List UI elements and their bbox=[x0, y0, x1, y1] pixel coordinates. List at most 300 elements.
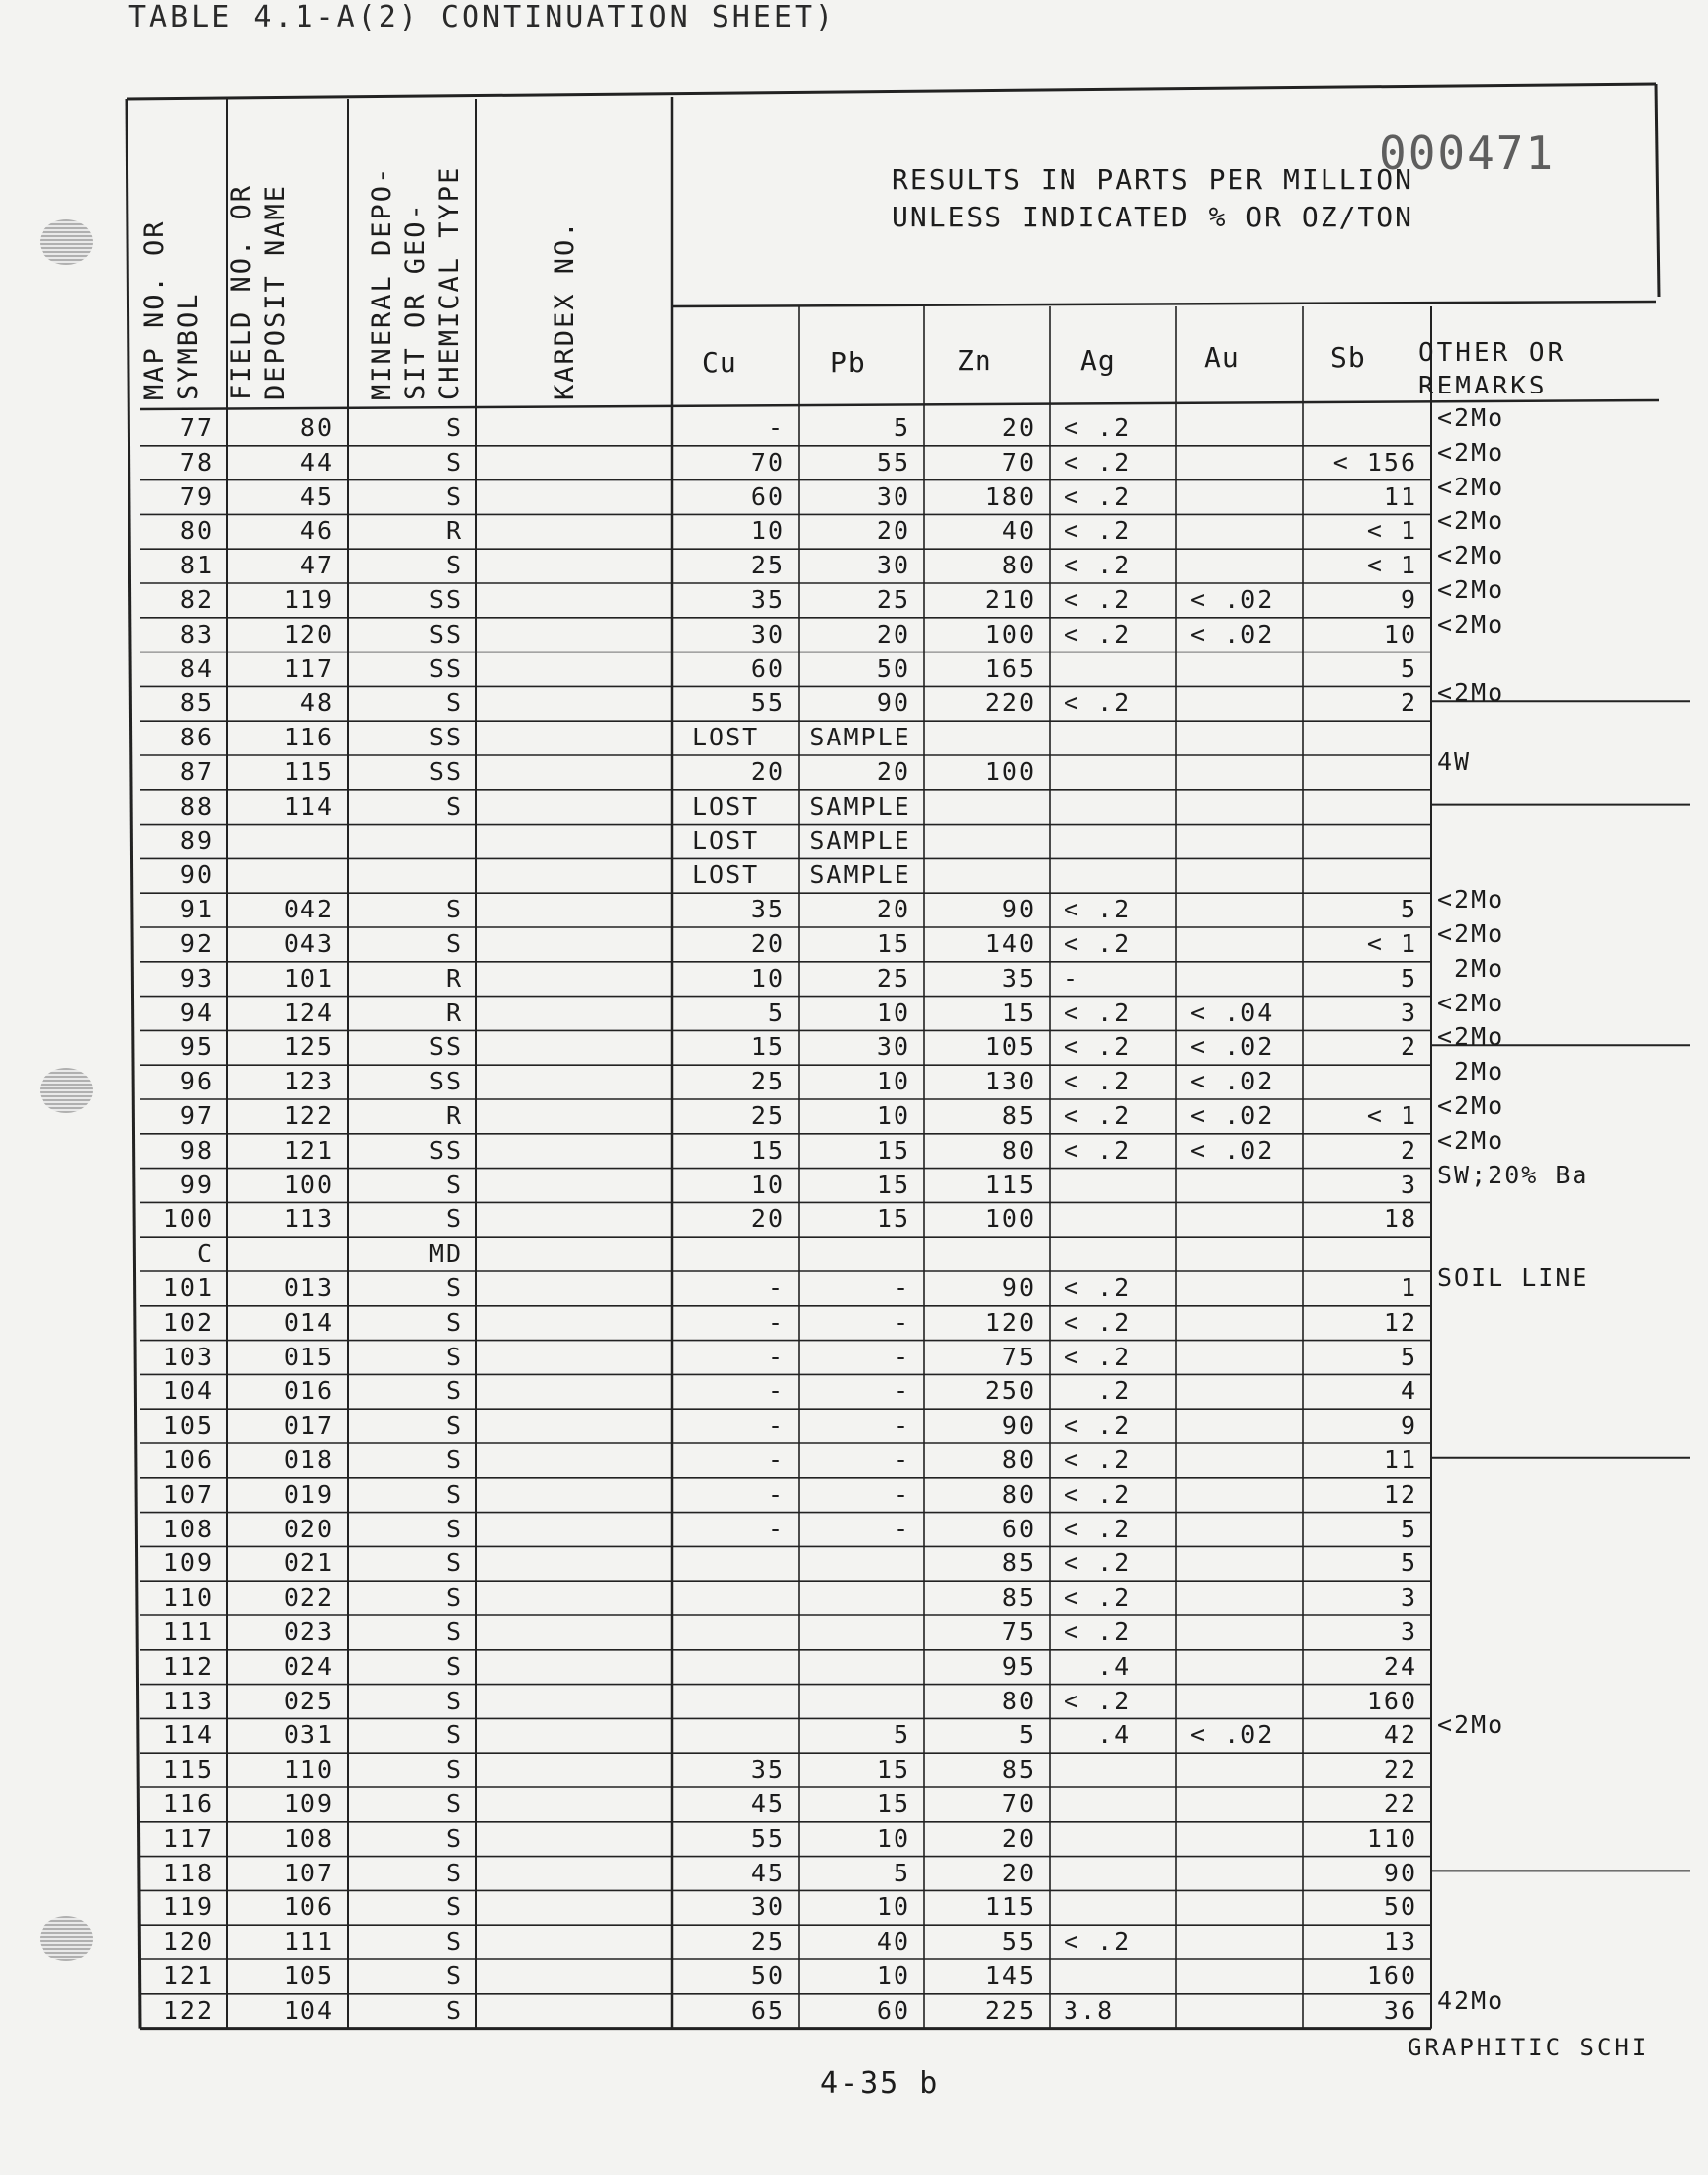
zn-value-cell: 85 bbox=[1001, 1583, 1036, 1612]
ag-value-cell: < .2 bbox=[1064, 1101, 1132, 1130]
cu-value-cell: - bbox=[767, 1411, 785, 1440]
zn-value-cell: 120 bbox=[984, 1307, 1036, 1337]
ag-value-cell: < .2 bbox=[1064, 1479, 1132, 1509]
ag-value-cell: < .2 bbox=[1064, 516, 1132, 546]
field-no-cell: 109 bbox=[283, 1789, 334, 1818]
ag-value-cell: < .2 bbox=[1064, 1067, 1132, 1096]
sample-type-cell: SS bbox=[428, 1135, 463, 1165]
map-no-cell: 79 bbox=[179, 481, 214, 511]
cu-value-cell: 15 bbox=[750, 1135, 785, 1165]
sb-value-cell: 10 bbox=[1383, 619, 1417, 649]
sb-value-cell: 5 bbox=[1400, 1548, 1417, 1578]
pb-value-cell: 30 bbox=[876, 551, 910, 580]
ag-value-cell: < .2 bbox=[1064, 551, 1132, 580]
pb-value-cell: 50 bbox=[876, 653, 910, 683]
sb-value-cell: 5 bbox=[1400, 963, 1417, 993]
pb-value-cell: 5 bbox=[893, 1720, 910, 1750]
pb-value-cell: 15 bbox=[876, 929, 910, 958]
field-no-cell: 114 bbox=[283, 791, 334, 821]
field-no-cell: 110 bbox=[283, 1755, 334, 1784]
zn-value-cell: 85 bbox=[1001, 1101, 1036, 1130]
field-no-cell: 100 bbox=[283, 1170, 334, 1199]
sb-value-cell: 50 bbox=[1383, 1892, 1417, 1922]
map-no-cell: 81 bbox=[179, 551, 214, 580]
au-value-cell: < .02 bbox=[1190, 585, 1275, 614]
sample-type-cell: S bbox=[445, 791, 463, 821]
map-no-cell: 91 bbox=[179, 895, 214, 924]
sb-value-cell: < 1 bbox=[1366, 551, 1417, 580]
cu-value-cell bbox=[672, 1685, 785, 1718]
sample-type-cell: SS bbox=[428, 653, 463, 683]
sample-type-cell: SS bbox=[428, 585, 463, 614]
remarks-cell: SW;20% Ba bbox=[1437, 1160, 1589, 1189]
zn-value-cell: 80 bbox=[1001, 551, 1036, 580]
map-no-cell: 115 bbox=[162, 1755, 214, 1784]
sb-value-cell: 5 bbox=[1400, 1342, 1417, 1371]
map-no-cell: 94 bbox=[179, 998, 214, 1027]
ag-value-cell: < .2 bbox=[1064, 1445, 1132, 1474]
pb-value-cell: 5 bbox=[893, 413, 910, 442]
ag-value-cell: < .2 bbox=[1064, 1686, 1132, 1715]
field-no-cell: 023 bbox=[283, 1617, 334, 1646]
pb-value-cell: 5 bbox=[893, 1858, 910, 1887]
cu-value-cell bbox=[672, 1581, 785, 1614]
ag-value-cell: < .2 bbox=[1064, 447, 1132, 477]
cu-value-cell: 35 bbox=[750, 1755, 785, 1784]
cu-value-cell: - bbox=[767, 1273, 785, 1302]
pb-value-cell: 30 bbox=[876, 481, 910, 511]
sb-value-cell: 11 bbox=[1383, 1445, 1417, 1474]
sample-type-cell: S bbox=[445, 481, 463, 511]
ag-value-cell: .2 bbox=[1064, 1376, 1132, 1406]
au-value-cell: < .02 bbox=[1190, 1720, 1275, 1750]
document-number-stamp: 000471 bbox=[1379, 127, 1556, 180]
sb-value-cell: 2 bbox=[1400, 688, 1417, 718]
field-no-cell: 104 bbox=[283, 1995, 334, 2025]
pb-value-cell: 10 bbox=[876, 998, 910, 1027]
map-no-cell: 117 bbox=[162, 1823, 214, 1853]
sample-type-cell: MD bbox=[428, 1239, 463, 1268]
ag-value-cell: < .2 bbox=[1064, 1583, 1132, 1612]
sample-type-cell: S bbox=[445, 1204, 463, 1234]
zn-value-cell: 210 bbox=[984, 585, 1036, 614]
lost-sample-note: LOST SAMPLE bbox=[692, 723, 911, 752]
field-no-cell: 019 bbox=[283, 1479, 334, 1509]
zn-value-cell: 20 bbox=[1001, 1823, 1036, 1853]
zn-value-cell: 35 bbox=[1001, 963, 1036, 993]
cu-value-cell: 20 bbox=[750, 1204, 785, 1234]
sample-type-cell: R bbox=[445, 516, 463, 546]
sb-value-cell: 160 bbox=[1366, 1686, 1417, 1715]
sb-value-cell: 4 bbox=[1400, 1376, 1417, 1406]
zn-value-cell: 80 bbox=[1001, 1686, 1036, 1715]
field-no-cell: 117 bbox=[283, 653, 334, 683]
ag-value-cell: .4 bbox=[1064, 1651, 1132, 1681]
sample-type-cell: S bbox=[445, 1411, 463, 1440]
pb-value-cell: 55 bbox=[876, 447, 910, 477]
zn-value-cell: 75 bbox=[1001, 1617, 1036, 1646]
sample-type-cell: S bbox=[445, 1170, 463, 1199]
sample-type-cell: S bbox=[445, 1720, 463, 1750]
cu-value-cell bbox=[672, 1237, 785, 1270]
ag-value-cell: < .2 bbox=[1064, 619, 1132, 649]
cu-value-cell: 10 bbox=[750, 516, 785, 546]
sb-value-cell: 1 bbox=[1400, 1273, 1417, 1302]
remarks-cell: <2Mo bbox=[1437, 885, 1505, 914]
sb-value-cell: 24 bbox=[1383, 1651, 1417, 1681]
zn-value-cell: 165 bbox=[984, 653, 1036, 683]
results-note-line-1: RESULTS IN PARTS PER MILLION bbox=[892, 163, 1414, 196]
map-no-cell: 80 bbox=[179, 516, 214, 546]
remarks-cell: <2Mo bbox=[1437, 1125, 1505, 1155]
map-no-cell: 97 bbox=[179, 1101, 214, 1130]
map-no-cell: 120 bbox=[162, 1927, 214, 1957]
results-units-note bbox=[892, 161, 1413, 236]
ag-value-cell: < .2 bbox=[1064, 1617, 1132, 1646]
ag-value-cell: < .2 bbox=[1064, 1307, 1132, 1337]
sb-value-cell bbox=[1303, 1065, 1417, 1098]
zn-value-cell: 115 bbox=[984, 1170, 1036, 1199]
remarks-cell: <2Mo bbox=[1437, 609, 1505, 639]
zn-value-cell: 15 bbox=[1001, 998, 1036, 1027]
map-no-cell: 113 bbox=[162, 1686, 214, 1715]
pb-value-cell: - bbox=[893, 1411, 910, 1440]
map-no-cell: 93 bbox=[179, 963, 214, 993]
cu-value-cell: 55 bbox=[750, 1823, 785, 1853]
remarks-cell: <2Mo bbox=[1437, 403, 1505, 432]
map-no-cell: 84 bbox=[179, 653, 214, 683]
pb-value-cell: - bbox=[893, 1514, 910, 1543]
field-no-cell: 043 bbox=[283, 929, 334, 958]
remarks-cell: <2Mo bbox=[1437, 575, 1505, 604]
ag-value-cell: < .2 bbox=[1064, 413, 1132, 442]
map-no-cell: 83 bbox=[179, 619, 214, 649]
lost-sample-note: LOST SAMPLE bbox=[692, 826, 911, 855]
pb-value-cell: - bbox=[893, 1445, 910, 1474]
map-no-cell: 110 bbox=[162, 1583, 214, 1612]
zn-value-cell: 145 bbox=[984, 1961, 1036, 1990]
field-no-cell: 042 bbox=[283, 895, 334, 924]
pb-value-cell: 25 bbox=[876, 963, 910, 993]
sb-value-cell: 160 bbox=[1366, 1961, 1417, 1990]
field-no-cell: 015 bbox=[283, 1342, 334, 1371]
pb-value-cell: 20 bbox=[876, 516, 910, 546]
field-no-cell: 47 bbox=[299, 551, 334, 580]
pb-value-cell bbox=[799, 1685, 910, 1718]
sample-type-cell: S bbox=[445, 1273, 463, 1302]
pb-value-cell: - bbox=[893, 1273, 910, 1302]
sb-value-cell: 9 bbox=[1400, 1411, 1417, 1440]
map-no-cell: 95 bbox=[179, 1032, 214, 1062]
map-no-cell: 85 bbox=[179, 688, 214, 718]
cu-value-cell: - bbox=[767, 1445, 785, 1474]
results-note-line-2: UNLESS INDICATED % OR OZ/TON bbox=[892, 201, 1414, 233]
sample-type-cell: SS bbox=[428, 1032, 463, 1062]
zn-value-cell: 100 bbox=[984, 1204, 1036, 1234]
sb-value-cell bbox=[1303, 755, 1417, 789]
table-right-border bbox=[1656, 84, 1659, 297]
pb-value-cell: 20 bbox=[876, 619, 910, 649]
pb-value-cell: 15 bbox=[876, 1789, 910, 1818]
au-value-cell: < .02 bbox=[1190, 1067, 1275, 1096]
map-no-cell: 118 bbox=[162, 1858, 214, 1887]
remarks-cell: <2Mo bbox=[1437, 678, 1505, 708]
sb-value-cell: < 1 bbox=[1366, 1101, 1417, 1130]
sample-type-cell: S bbox=[445, 1617, 463, 1646]
field-no-cell: 022 bbox=[283, 1583, 334, 1612]
zn-value-cell: 140 bbox=[984, 929, 1036, 958]
field-no-cell: 45 bbox=[299, 481, 334, 511]
field-no-cell: 115 bbox=[283, 757, 334, 786]
cu-value-cell: - bbox=[767, 1479, 785, 1509]
remarks-cell: <2Mo bbox=[1437, 437, 1505, 467]
map-no-cell: 88 bbox=[179, 791, 214, 821]
cu-value-cell: - bbox=[767, 413, 785, 442]
sample-type-cell: S bbox=[445, 551, 463, 580]
cu-value-cell bbox=[672, 1718, 785, 1752]
sb-value-cell bbox=[1303, 411, 1417, 445]
pb-value-cell bbox=[799, 1615, 910, 1649]
map-no-cell: 116 bbox=[162, 1789, 214, 1818]
field-no-cell: 122 bbox=[283, 1101, 334, 1130]
cu-value-cell: 35 bbox=[750, 895, 785, 924]
cu-value-cell: 30 bbox=[750, 1892, 785, 1922]
map-no-cell: 87 bbox=[179, 757, 214, 786]
zn-value-cell: 225 bbox=[984, 1995, 1036, 2025]
zn-value-cell: 80 bbox=[1001, 1479, 1036, 1509]
pb-value-cell: 30 bbox=[876, 1032, 910, 1062]
map-no-cell: 89 bbox=[179, 826, 214, 855]
sample-type-cell: S bbox=[445, 1995, 463, 2025]
sb-value-cell: 12 bbox=[1383, 1479, 1417, 1509]
field-no-cell bbox=[227, 825, 334, 858]
sb-value-cell: 3 bbox=[1400, 1617, 1417, 1646]
page-title: TABLE 4.1-A(2) CONTINUATION SHEET) bbox=[128, 0, 837, 35]
cu-value-cell: 20 bbox=[750, 929, 785, 958]
sample-type-cell: S bbox=[445, 929, 463, 958]
zn-value-cell: 85 bbox=[1001, 1755, 1036, 1784]
sample-type-cell: SS bbox=[428, 1067, 463, 1096]
sample-type-cell: S bbox=[445, 1342, 463, 1371]
zn-value-cell: 95 bbox=[1001, 1651, 1036, 1681]
pb-value-cell: 20 bbox=[876, 757, 910, 786]
remarks-cell: SOIL LINE bbox=[1437, 1263, 1589, 1292]
zn-value-cell: 20 bbox=[1001, 1858, 1036, 1887]
pb-value-cell: 60 bbox=[876, 1995, 910, 2025]
field-no-cell: 014 bbox=[283, 1307, 334, 1337]
remarks-cell: <2Mo bbox=[1437, 506, 1505, 536]
map-no-cell: 119 bbox=[162, 1892, 214, 1922]
map-no-cell: 104 bbox=[162, 1376, 214, 1406]
field-no-cell: 46 bbox=[299, 516, 334, 546]
lost-sample-note: LOST SAMPLE bbox=[692, 791, 911, 821]
cu-value-cell bbox=[672, 1650, 785, 1684]
sb-value-cell: 2 bbox=[1400, 1135, 1417, 1165]
zn-value-cell: 60 bbox=[1001, 1514, 1036, 1543]
map-no-cell: 107 bbox=[162, 1479, 214, 1509]
pb-value-cell: 10 bbox=[876, 1961, 910, 1990]
cu-value-cell: 45 bbox=[750, 1858, 785, 1887]
cu-value-cell: - bbox=[767, 1342, 785, 1371]
remarks-cell: <2Mo bbox=[1437, 472, 1505, 501]
map-no-cell: 78 bbox=[179, 447, 214, 477]
ag-value-cell: < .2 bbox=[1064, 1548, 1132, 1578]
field-no-cell: 123 bbox=[283, 1067, 334, 1096]
map-no-cell: 77 bbox=[179, 413, 214, 442]
sb-value-cell bbox=[1303, 1237, 1417, 1270]
cu-value-cell: 10 bbox=[750, 963, 785, 993]
map-no-cell: 114 bbox=[162, 1720, 214, 1750]
ag-value-cell: < .2 bbox=[1064, 929, 1132, 958]
header-map-no: MAP NO. OR SYMBOL bbox=[139, 219, 204, 400]
sb-value-cell bbox=[1303, 858, 1417, 892]
map-no-cell: 92 bbox=[179, 929, 214, 958]
ag-value-cell: - bbox=[1064, 963, 1081, 993]
remarks-cell: <2Mo bbox=[1437, 1091, 1505, 1120]
map-no-cell: 100 bbox=[162, 1204, 214, 1234]
sb-value-cell: 22 bbox=[1383, 1789, 1417, 1818]
sb-value-cell: 36 bbox=[1383, 1995, 1417, 2025]
sb-value-cell: 11 bbox=[1383, 481, 1417, 511]
au-value-cell: < .02 bbox=[1190, 619, 1275, 649]
cu-value-cell: 5 bbox=[767, 998, 785, 1027]
field-no-cell: 106 bbox=[283, 1892, 334, 1922]
cu-value-cell: 25 bbox=[750, 1927, 785, 1957]
map-no-cell: 122 bbox=[162, 1995, 214, 2025]
zn-value-cell: 250 bbox=[984, 1376, 1036, 1406]
map-no-cell: 111 bbox=[162, 1617, 214, 1646]
remarks-cell: <2Mo bbox=[1437, 919, 1505, 948]
sample-type-cell: S bbox=[445, 1892, 463, 1922]
header-mineral-type: MINERAL DEPO- SIT OR GEO- CHEMICAL TYPE bbox=[367, 165, 465, 400]
remarks-cell: <2Mo bbox=[1437, 541, 1505, 570]
sb-value-cell: 5 bbox=[1400, 895, 1417, 924]
zn-value-cell: 220 bbox=[984, 688, 1036, 718]
zn-value-cell: 80 bbox=[1001, 1135, 1036, 1165]
map-no-cell: 82 bbox=[179, 585, 214, 614]
pb-value-cell: 90 bbox=[876, 688, 910, 718]
pb-value-cell bbox=[799, 1237, 910, 1270]
cu-value-cell: 30 bbox=[750, 619, 785, 649]
ag-value-cell: < .2 bbox=[1064, 481, 1132, 511]
sample-type-cell: S bbox=[445, 1686, 463, 1715]
pb-value-cell: 15 bbox=[876, 1170, 910, 1199]
au-value-cell: < .04 bbox=[1190, 998, 1275, 1027]
sample-type-cell bbox=[348, 858, 463, 892]
sample-type-cell: S bbox=[445, 1651, 463, 1681]
header-other: OTHER OR bbox=[1418, 338, 1567, 368]
remarks-cell: 42Mo bbox=[1437, 1985, 1505, 2015]
cu-value-cell: - bbox=[767, 1514, 785, 1543]
field-no-cell: 021 bbox=[283, 1548, 334, 1578]
field-no-cell: 101 bbox=[283, 963, 334, 993]
map-no-cell: 106 bbox=[162, 1445, 214, 1474]
field-no-cell: 111 bbox=[283, 1927, 334, 1957]
field-no-cell: 120 bbox=[283, 619, 334, 649]
pb-value-cell: 10 bbox=[876, 1892, 910, 1922]
sample-type-cell: SS bbox=[428, 619, 463, 649]
field-no-cell: 113 bbox=[283, 1204, 334, 1234]
sb-value-cell: 3 bbox=[1400, 1583, 1417, 1612]
sb-value-cell: 9 bbox=[1400, 585, 1417, 614]
ag-value-cell: < .2 bbox=[1064, 895, 1132, 924]
header-pb: Pb bbox=[830, 346, 866, 379]
pb-value-cell: 15 bbox=[876, 1755, 910, 1784]
cu-value-cell: 60 bbox=[750, 481, 785, 511]
sample-type-cell: S bbox=[445, 447, 463, 477]
zn-value-cell: 90 bbox=[1001, 1273, 1036, 1302]
ag-value-cell: < .2 bbox=[1064, 1342, 1132, 1371]
sample-type-cell: R bbox=[445, 998, 463, 1027]
sb-value-cell: 13 bbox=[1383, 1927, 1417, 1957]
field-no-cell: 125 bbox=[283, 1032, 334, 1062]
sample-type-cell: S bbox=[445, 895, 463, 924]
pb-value-cell bbox=[799, 1581, 910, 1614]
field-no-cell: 020 bbox=[283, 1514, 334, 1543]
ag-value-cell: < .2 bbox=[1064, 688, 1132, 718]
remarks-cell: 2Mo bbox=[1437, 953, 1505, 983]
map-no-cell: 108 bbox=[162, 1514, 214, 1543]
map-no-cell: 102 bbox=[162, 1307, 214, 1337]
sample-type-cell: S bbox=[445, 1961, 463, 1990]
field-no-cell: 017 bbox=[283, 1411, 334, 1440]
cu-value-cell: 25 bbox=[750, 1067, 785, 1096]
header-field-no: FIELD NO. OR DEPOSIT NAME bbox=[226, 183, 291, 400]
pb-value-cell: 10 bbox=[876, 1101, 910, 1130]
cu-value-cell: 35 bbox=[750, 585, 785, 614]
cu-value-cell: 10 bbox=[750, 1170, 785, 1199]
ag-value-cell: < .2 bbox=[1064, 1514, 1132, 1543]
map-no-cell: 112 bbox=[162, 1651, 214, 1681]
cu-value-cell: 20 bbox=[750, 757, 785, 786]
cu-value-cell: 45 bbox=[750, 1789, 785, 1818]
field-no-cell: 121 bbox=[283, 1135, 334, 1165]
ag-value-cell: < .2 bbox=[1064, 1927, 1132, 1957]
sample-type-cell: SS bbox=[428, 723, 463, 752]
ag-value-cell: < .2 bbox=[1064, 1273, 1132, 1302]
header-cu: Cu bbox=[702, 346, 737, 379]
remarks-cell: <2Mo bbox=[1437, 988, 1505, 1017]
zn-value-cell: 115 bbox=[984, 1892, 1036, 1922]
zn-value-cell: 105 bbox=[984, 1032, 1036, 1062]
sb-value-cell: 110 bbox=[1366, 1823, 1417, 1853]
field-no-cell: 105 bbox=[283, 1961, 334, 1990]
map-no-cell: C bbox=[196, 1239, 214, 1268]
field-no-cell: 016 bbox=[283, 1376, 334, 1406]
sb-value-cell: 3 bbox=[1400, 1170, 1417, 1199]
sb-value-cell: 22 bbox=[1383, 1755, 1417, 1784]
pb-value-cell bbox=[799, 1650, 910, 1684]
lost-sample-note: LOST SAMPLE bbox=[692, 860, 911, 890]
zn-value-cell: 5 bbox=[1018, 1720, 1036, 1750]
header-au: Au bbox=[1204, 341, 1239, 374]
field-no-cell: 48 bbox=[299, 688, 334, 718]
zn-value-cell: 20 bbox=[1001, 413, 1036, 442]
map-no-cell: 109 bbox=[162, 1548, 214, 1578]
zn-value-cell: 40 bbox=[1001, 516, 1036, 546]
pb-value-cell: 25 bbox=[876, 585, 910, 614]
ag-value-cell: < .2 bbox=[1064, 998, 1132, 1027]
field-no-cell: 44 bbox=[299, 447, 334, 477]
cu-value-cell: 25 bbox=[750, 551, 785, 580]
zn-value-cell: 70 bbox=[1001, 447, 1036, 477]
zn-value-cell: 55 bbox=[1001, 1927, 1036, 1957]
remarks-cell: 4W bbox=[1437, 747, 1472, 776]
ag-value-cell: < .2 bbox=[1064, 1135, 1132, 1165]
zn-value-cell: 180 bbox=[984, 481, 1036, 511]
sample-type-cell: S bbox=[445, 1823, 463, 1853]
zn-value-cell: 100 bbox=[984, 757, 1036, 786]
